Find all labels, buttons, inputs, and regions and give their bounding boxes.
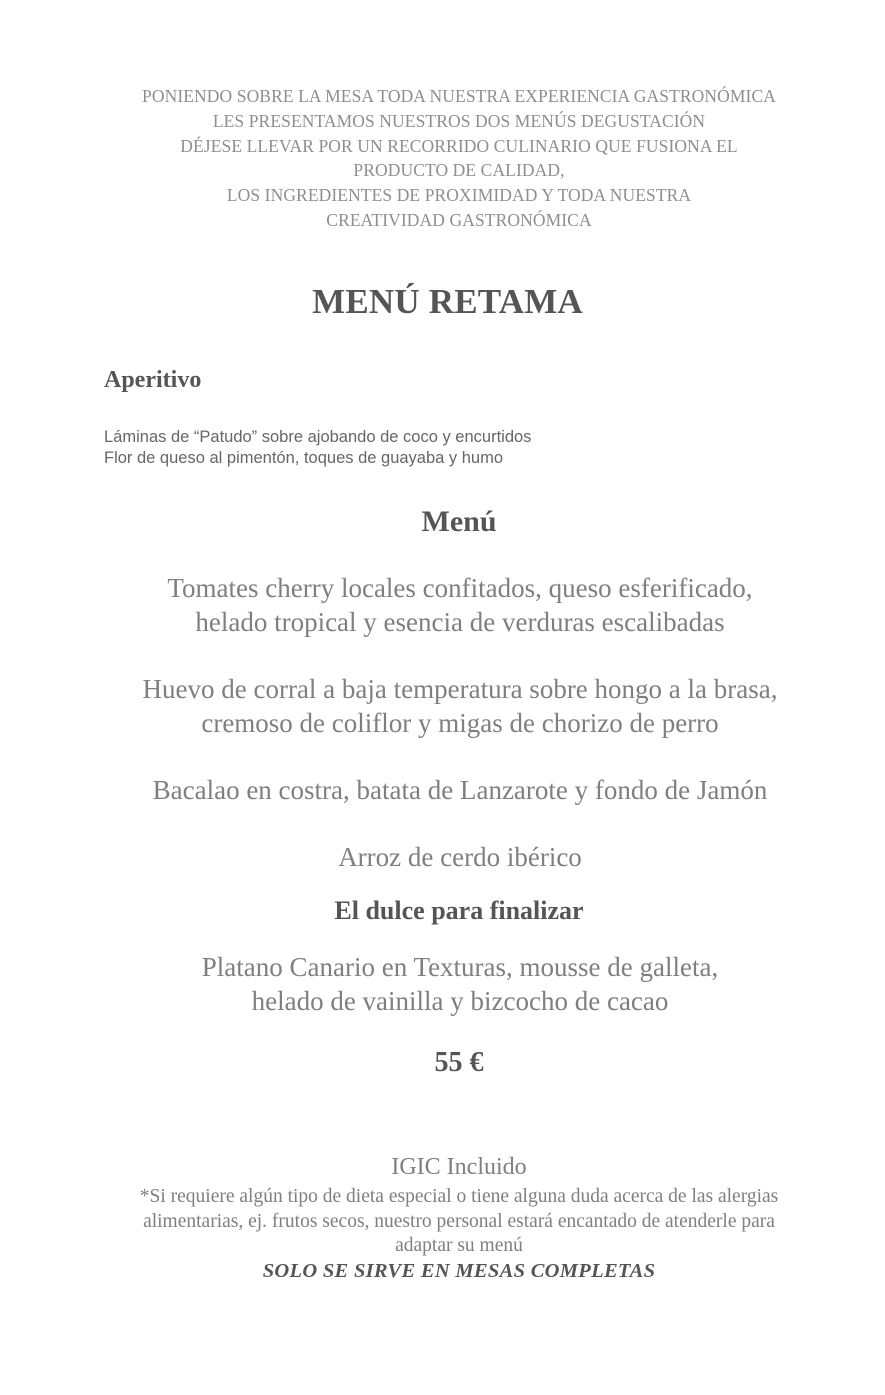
aperitivo-item: Flor de queso al pimentón, toques de guayaba y humo <box>104 449 504 467</box>
price: 55 € <box>434 1047 484 1078</box>
course-line: cremoso de coliflor y migas de chorizo de perro <box>201 708 719 738</box>
aperitivo-heading: Aperitivo <box>104 367 202 393</box>
intro-line: LES PRESENTAMOS NUESTROS DOS MENÚS DEGUSTACIÓN <box>212 110 706 131</box>
menu-heading: Menú <box>421 505 497 538</box>
course-line: Huevo de corral a baja temperatura sobre hongo a la brasa, <box>142 674 778 704</box>
aperitivo-list <box>104 427 531 469</box>
dessert-line: helado de vainilla y bizcocho de cacao <box>251 986 669 1016</box>
allergy-note <box>0 1185 885 1259</box>
course-line: Bacalao en costra, batata de Lanzarote y fondo de Jamón <box>152 775 768 805</box>
dessert-heading: El dulce para finalizar <box>334 896 584 925</box>
dessert-line: Platano Canario en Texturas, mousse de galleta, <box>201 952 719 982</box>
intro-line: LOS INGREDIENTES DE PROXIMIDAD Y TODA NUESTRA <box>226 185 692 206</box>
course-line: helado tropical y esencia de verduras escalibadas <box>195 607 725 637</box>
intro-line: DÉJESE LLEVAR POR UN RECORRIDO CULINARIO QUE FUSIONA EL <box>180 135 738 156</box>
allergy-note-line: *Si requiere algún tipo de dieta especial o tiene alguna duda acerca de las alergias <box>139 1186 779 1207</box>
intro-line: CREATIVIDAD GASTRONÓMICA <box>326 209 592 230</box>
course-item <box>0 571 885 639</box>
course-item <box>0 672 885 740</box>
page-title: MENÚ RETAMA <box>312 282 583 321</box>
tax-note: IGIC Incluido <box>391 1154 527 1180</box>
course-item <box>0 773 885 807</box>
allergy-note-line: adaptar su menú <box>395 1235 523 1256</box>
aperitivo-item: Láminas de “Patudo” sobre ajobando de coco y encurtidos <box>104 428 532 446</box>
intro-text <box>0 84 885 233</box>
course-item <box>0 840 885 874</box>
intro-line: PONIENDO SOBRE LA MESA TODA NUESTRA EXPERIENCIA GASTRONÓMICA <box>142 86 776 106</box>
course-line: Arroz de cerdo ibérico <box>338 842 582 872</box>
allergy-note-line: alimentarias, ej. frutos secos, nuestro personal estará encantado de atenderle para <box>143 1210 775 1232</box>
course-line: Tomates cherry locales confitados, queso esferificado, <box>167 573 753 603</box>
full-tables-note: SOLO SE SIRVE EN MESAS COMPLETAS <box>262 1260 656 1282</box>
dessert-item <box>0 950 885 1018</box>
intro-line: PRODUCTO DE CALIDAD, <box>353 160 565 181</box>
